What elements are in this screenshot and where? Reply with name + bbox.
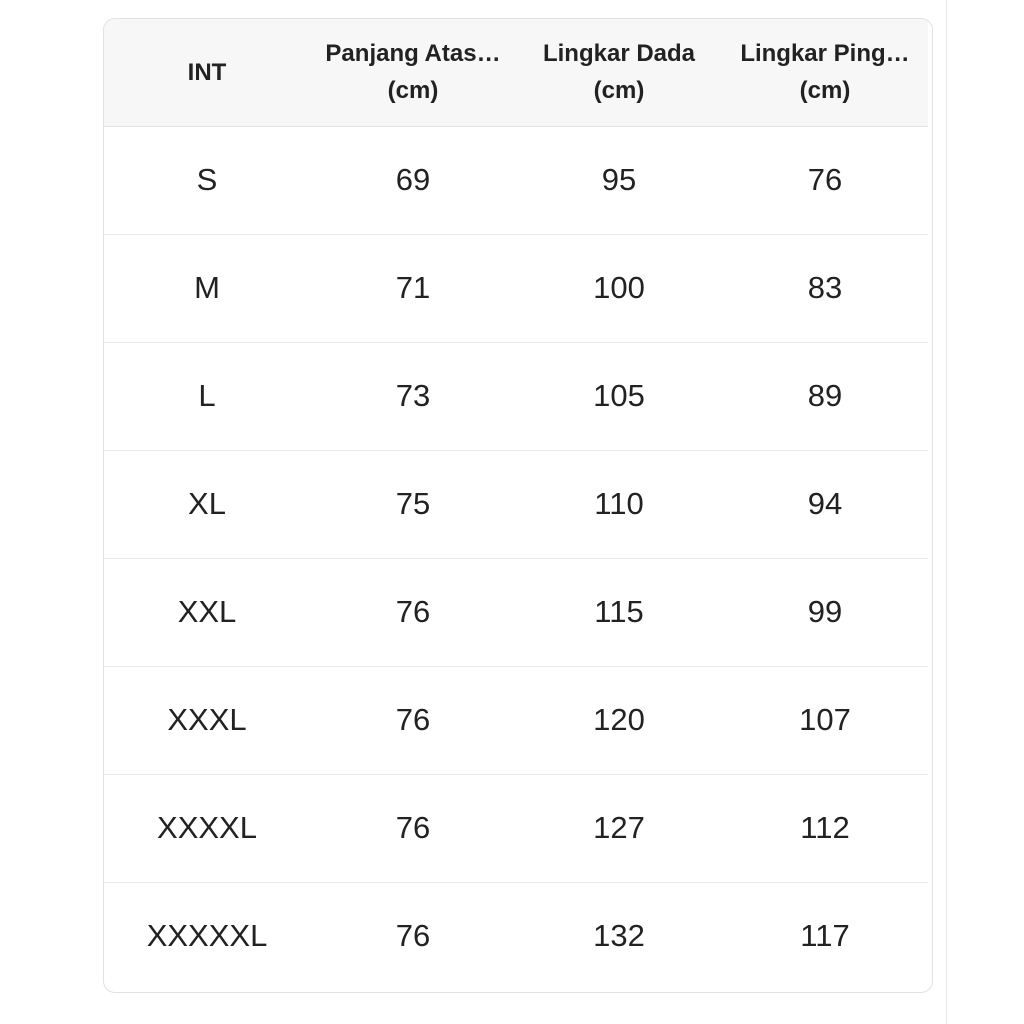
table-row [104,558,928,666]
size-chart-table [104,19,928,990]
header-lingkar-pinggang-unit: (cm) [799,77,851,105]
panjang-atas-cell: 76 [310,774,516,882]
panjang-atas-cell: 76 [310,666,516,774]
panjang-atas-cell: 76 [395,918,431,954]
table-row [104,882,928,990]
table-row [104,450,928,558]
lingkar-pinggang-cell: 117 [800,918,850,954]
size-cell: L [104,342,310,450]
lingkar-pinggang-cell: 112 [722,774,928,882]
header-lingkar-dada-unit: (cm) [593,77,645,105]
table-row [104,342,928,450]
lingkar-dada-cell: 110 [516,450,722,558]
panel-divider [946,0,947,1024]
lingkar-pinggang-cell: 99 [722,558,928,666]
header-lingkar-pinggang [722,19,928,126]
size-chart-card [103,18,933,993]
header-panjang-atas-unit: (cm) [387,77,439,105]
size-cell: XXL [104,558,310,666]
size-cell: XL [104,450,310,558]
lingkar-pinggang-cell: 76 [722,126,928,234]
table-row [104,666,928,774]
header-lingkar-pinggang-label: Lingkar Ping… [740,40,910,68]
header-lingkar-dada-label: Lingkar Dada [542,40,696,68]
panjang-atas-cell: 73 [310,342,516,450]
lingkar-dada-cell: 95 [516,126,722,234]
lingkar-dada-cell: 120 [516,666,722,774]
size-cell: S [104,126,310,234]
lingkar-dada-cell: 132 [593,918,645,954]
header-int-label: INT [187,58,227,86]
header-panjang-atas-label: Panjang Atas… [325,40,501,68]
panjang-atas-cell: 76 [310,558,516,666]
lingkar-dada-cell: 127 [516,774,722,882]
header-int [104,19,310,126]
size-cell: M [104,234,310,342]
lingkar-pinggang-cell: 83 [722,234,928,342]
lingkar-dada-cell: 100 [516,234,722,342]
lingkar-pinggang-cell: 94 [722,450,928,558]
size-cell: XXXXL [104,774,310,882]
panjang-atas-cell: 71 [310,234,516,342]
table-row [104,126,928,234]
lingkar-pinggang-cell: 107 [722,666,928,774]
panjang-atas-cell: 69 [310,126,516,234]
table-header [104,19,928,126]
lingkar-pinggang-cell: 89 [722,342,928,450]
table-body [104,126,928,990]
table-row [104,774,928,882]
header-lingkar-dada [516,19,722,126]
header-row [104,19,928,126]
size-cell: XXXL [104,666,310,774]
panjang-atas-cell: 75 [310,450,516,558]
header-panjang-atas [310,19,516,126]
size-cell: XXXXXL [146,918,268,954]
lingkar-dada-cell: 115 [516,558,722,666]
table-row [104,234,928,342]
lingkar-dada-cell: 105 [516,342,722,450]
